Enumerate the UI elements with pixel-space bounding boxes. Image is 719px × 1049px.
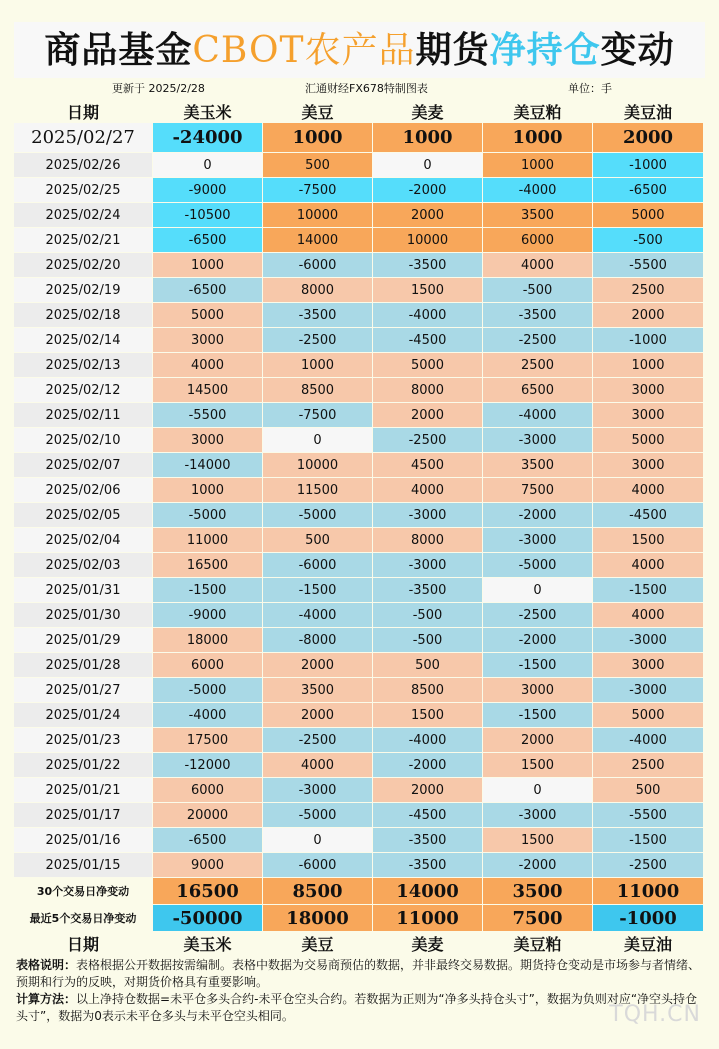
cell-oil: 3000	[593, 653, 703, 678]
cell-oil: -3000	[593, 628, 703, 653]
cell-meal: 2000	[483, 728, 593, 753]
row-date: 2025/02/14	[14, 328, 153, 353]
table-row	[14, 378, 705, 403]
row-date: 2025/01/27	[14, 678, 153, 703]
column-header-wheat: 美麦	[373, 100, 483, 123]
cell-meal: -3000	[483, 803, 593, 828]
cell-soybean: 2000	[263, 653, 373, 678]
cell-corn: 14500	[153, 378, 263, 403]
cell-wheat: -4000	[373, 728, 483, 753]
cell-wheat: 8000	[373, 378, 483, 403]
table-row	[14, 753, 705, 778]
row-date: 2025/01/24	[14, 703, 153, 728]
cell-oil: -1500	[593, 828, 703, 853]
cell-soybean: -5000	[263, 503, 373, 528]
row-date: 2025/01/16	[14, 828, 153, 853]
table-row	[14, 653, 705, 678]
column-footer-soybean: 美豆	[263, 932, 373, 955]
row-date: 2025/02/07	[14, 453, 153, 478]
cell-meal: 1000	[483, 153, 593, 178]
cell-soybean: 0	[263, 428, 373, 453]
summary-cell-corn: 16500	[153, 878, 263, 905]
summary-row	[14, 878, 705, 905]
table-row	[14, 728, 705, 753]
cell-wheat: 4500	[373, 453, 483, 478]
table-row	[14, 503, 705, 528]
row-date: 2025/01/23	[14, 728, 153, 753]
table-row	[14, 828, 705, 853]
cell-soybean: 2000	[263, 703, 373, 728]
watermark-logo: TQH.CN	[609, 1002, 701, 1027]
summary-label: 最近5个交易日净变动	[14, 905, 153, 932]
table-row	[14, 303, 705, 328]
cell-soybean: 8500	[263, 378, 373, 403]
cell-corn: 18000	[153, 628, 263, 653]
cell-meal: -500	[483, 278, 593, 303]
column-footer-meal: 美豆粕	[483, 932, 593, 955]
cell-meal: -3500	[483, 303, 593, 328]
cell-corn: 3000	[153, 328, 263, 353]
header-row	[14, 100, 705, 123]
summary-cell-soybean: 8500	[263, 878, 373, 905]
summary-cell-corn: -50000	[153, 905, 263, 932]
cell-meal: 2500	[483, 353, 593, 378]
column-header-oil: 美豆油	[593, 100, 703, 123]
cell-oil: -1500	[593, 578, 703, 603]
cell-soybean: -3500	[263, 303, 373, 328]
cell-corn: -24000	[153, 123, 263, 153]
cell-meal: 1500	[483, 753, 593, 778]
cell-soybean: 0	[263, 828, 373, 853]
cell-wheat: 500	[373, 653, 483, 678]
cell-wheat: 5000	[373, 353, 483, 378]
cell-corn: -9000	[153, 178, 263, 203]
cell-meal: -2000	[483, 503, 593, 528]
column-header-corn: 美玉米	[153, 100, 263, 123]
cell-wheat: 1500	[373, 703, 483, 728]
cell-wheat: -500	[373, 628, 483, 653]
cell-oil: 1500	[593, 528, 703, 553]
row-date: 2025/02/10	[14, 428, 153, 453]
table-row	[14, 678, 705, 703]
notes-text-method: 以上净持仓数据=未平仓多头合约-未平仓空头合约。若数据为正则为“净多头持仓头寸”，数据为负则对应“净空头持仓头寸”，数据为0表示未平仓多头与未平仓空头相同。	[16, 992, 698, 1023]
cell-wheat: -3500	[373, 853, 483, 878]
notes-label-method: 计算方法：	[16, 992, 77, 1006]
cell-oil: 4000	[593, 603, 703, 628]
cell-oil: -500	[593, 228, 703, 253]
cell-oil: 5000	[593, 703, 703, 728]
cell-oil: 2000	[593, 303, 703, 328]
cell-meal: 1500	[483, 828, 593, 853]
table-row	[14, 178, 705, 203]
row-date: 2025/02/20	[14, 253, 153, 278]
cell-oil: -4000	[593, 728, 703, 753]
cell-corn: 11000	[153, 528, 263, 553]
cell-corn: -12000	[153, 753, 263, 778]
cell-oil: 2500	[593, 278, 703, 303]
cell-oil: 1000	[593, 353, 703, 378]
summary-cell-wheat: 11000	[373, 905, 483, 932]
cell-corn: -4000	[153, 703, 263, 728]
summary-cell-wheat: 14000	[373, 878, 483, 905]
row-date: 2025/02/05	[14, 503, 153, 528]
cell-meal: 0	[483, 778, 593, 803]
cell-wheat: 4000	[373, 478, 483, 503]
row-date: 2025/02/25	[14, 178, 153, 203]
summary-row	[14, 905, 705, 932]
cell-wheat: 8500	[373, 678, 483, 703]
cell-oil: 2000	[593, 123, 703, 153]
row-date: 2025/01/31	[14, 578, 153, 603]
cell-meal: -4000	[483, 178, 593, 203]
cell-corn: 16500	[153, 553, 263, 578]
updated-date: 更新于 2025/2/28	[112, 82, 205, 95]
cell-meal: 6000	[483, 228, 593, 253]
cell-wheat: 2000	[373, 203, 483, 228]
cell-oil: 3000	[593, 378, 703, 403]
cell-wheat: -2000	[373, 753, 483, 778]
cell-soybean: -2500	[263, 728, 373, 753]
cell-wheat: -4500	[373, 803, 483, 828]
column-footer-corn: 美玉米	[153, 932, 263, 955]
row-date: 2025/02/03	[14, 553, 153, 578]
cell-oil: 3000	[593, 403, 703, 428]
title-part-3: 期货	[415, 29, 490, 71]
cell-soybean: -1500	[263, 578, 373, 603]
cell-oil: 5000	[593, 428, 703, 453]
summary-cell-meal: 3500	[483, 878, 593, 905]
summary-cell-meal: 7500	[483, 905, 593, 932]
cell-soybean: -7500	[263, 403, 373, 428]
cell-soybean: 8000	[263, 278, 373, 303]
table-row	[14, 453, 705, 478]
cell-corn: 4000	[153, 353, 263, 378]
table-row	[14, 353, 705, 378]
cell-meal: -4000	[483, 403, 593, 428]
cell-meal: -3000	[483, 428, 593, 453]
unit-label: 单位：手	[568, 82, 612, 95]
cell-meal: -2500	[483, 328, 593, 353]
page-title	[14, 22, 705, 78]
row-date: 2025/02/18	[14, 303, 153, 328]
column-header-meal: 美豆粕	[483, 100, 593, 123]
cell-meal: 3500	[483, 203, 593, 228]
title-part-1: 商品基金	[44, 29, 193, 71]
cell-wheat: -4500	[373, 328, 483, 353]
table-row	[14, 203, 705, 228]
column-header-soybean: 美豆	[263, 100, 373, 123]
cell-wheat: 1000	[373, 123, 483, 153]
row-date: 2025/01/21	[14, 778, 153, 803]
cell-meal: 3000	[483, 678, 593, 703]
column-footer-oil: 美豆油	[593, 932, 703, 955]
cell-meal: -1500	[483, 653, 593, 678]
cell-soybean: -3000	[263, 778, 373, 803]
table-notes	[14, 955, 705, 1037]
row-date: 2025/01/15	[14, 853, 153, 878]
cell-wheat: -2500	[373, 428, 483, 453]
cell-corn: -6500	[153, 228, 263, 253]
cell-oil: 3000	[593, 453, 703, 478]
cell-soybean: -8000	[263, 628, 373, 653]
table-row	[14, 253, 705, 278]
cell-soybean: 10000	[263, 203, 373, 228]
cell-wheat: 0	[373, 153, 483, 178]
table-row	[14, 403, 705, 428]
cell-soybean: 3500	[263, 678, 373, 703]
table-row	[14, 578, 705, 603]
row-date: 2025/02/27	[14, 123, 153, 153]
table-row	[14, 778, 705, 803]
table-row	[14, 803, 705, 828]
row-date: 2025/02/19	[14, 278, 153, 303]
cell-wheat: 2000	[373, 778, 483, 803]
cell-corn: -9000	[153, 603, 263, 628]
table-row	[14, 528, 705, 553]
cell-wheat: -500	[373, 603, 483, 628]
cell-corn: 5000	[153, 303, 263, 328]
cell-soybean: -6000	[263, 853, 373, 878]
cell-soybean: 500	[263, 528, 373, 553]
cell-corn: 9000	[153, 853, 263, 878]
summary-cell-soybean: 18000	[263, 905, 373, 932]
cell-meal: 3500	[483, 453, 593, 478]
row-date: 2025/02/26	[14, 153, 153, 178]
cell-soybean: 11500	[263, 478, 373, 503]
footer-row	[14, 932, 705, 955]
cell-meal: 0	[483, 578, 593, 603]
column-footer-date: 日期	[14, 932, 153, 955]
cell-meal: -1500	[483, 703, 593, 728]
cell-soybean: 10000	[263, 453, 373, 478]
row-date: 2025/02/12	[14, 378, 153, 403]
cell-soybean: -6000	[263, 253, 373, 278]
cell-wheat: -3000	[373, 503, 483, 528]
cell-wheat: -3500	[373, 578, 483, 603]
table-row	[14, 478, 705, 503]
cell-wheat: -4000	[373, 303, 483, 328]
row-date: 2025/02/04	[14, 528, 153, 553]
latest-row	[14, 123, 705, 153]
cell-oil: 5000	[593, 203, 703, 228]
cell-soybean: 4000	[263, 753, 373, 778]
cell-corn: -5500	[153, 403, 263, 428]
cell-oil: -2500	[593, 853, 703, 878]
row-date: 2025/02/24	[14, 203, 153, 228]
cell-oil: -4500	[593, 503, 703, 528]
row-date: 2025/01/17	[14, 803, 153, 828]
cell-wheat: 2000	[373, 403, 483, 428]
cell-soybean: -4000	[263, 603, 373, 628]
cell-corn: 3000	[153, 428, 263, 453]
cell-oil: -3000	[593, 678, 703, 703]
cell-meal: 7500	[483, 478, 593, 503]
table-row	[14, 703, 705, 728]
cell-corn: -6500	[153, 828, 263, 853]
cell-meal: -3000	[483, 528, 593, 553]
cell-soybean: -2500	[263, 328, 373, 353]
column-header-date: 日期	[14, 100, 153, 123]
table-row	[14, 628, 705, 653]
row-date: 2025/02/06	[14, 478, 153, 503]
cell-soybean: -7500	[263, 178, 373, 203]
title-part-4: 净持仓	[489, 29, 601, 71]
cell-wheat: 8000	[373, 528, 483, 553]
cell-wheat: -3500	[373, 828, 483, 853]
title-part-5: 变动	[600, 29, 675, 71]
cell-soybean: 14000	[263, 228, 373, 253]
cell-oil: -1000	[593, 153, 703, 178]
cell-corn: -6500	[153, 278, 263, 303]
row-date: 2025/02/11	[14, 403, 153, 428]
cell-meal: -2000	[483, 853, 593, 878]
cell-corn: -10500	[153, 203, 263, 228]
cell-oil: -6500	[593, 178, 703, 203]
row-date: 2025/02/13	[14, 353, 153, 378]
row-date: 2025/01/30	[14, 603, 153, 628]
cell-soybean: -6000	[263, 553, 373, 578]
title-part-2: CBOT农产品	[192, 30, 416, 71]
row-date: 2025/02/21	[14, 228, 153, 253]
summary-cell-oil: -1000	[593, 905, 703, 932]
cell-meal: 4000	[483, 253, 593, 278]
cell-meal: -2000	[483, 628, 593, 653]
cell-oil: 4000	[593, 553, 703, 578]
cell-oil: -1000	[593, 328, 703, 353]
cell-meal: 1000	[483, 123, 593, 153]
cell-oil: -5500	[593, 803, 703, 828]
cell-wheat: 10000	[373, 228, 483, 253]
table-row	[14, 603, 705, 628]
table-row	[14, 853, 705, 878]
cell-corn: 1000	[153, 478, 263, 503]
row-date: 2025/01/28	[14, 653, 153, 678]
cell-corn: -5000	[153, 503, 263, 528]
cell-corn: 6000	[153, 653, 263, 678]
cell-oil: 4000	[593, 478, 703, 503]
cell-wheat: 1500	[373, 278, 483, 303]
table-row	[14, 228, 705, 253]
table-row	[14, 278, 705, 303]
source-label: 汇通财经FX678特制图表	[305, 82, 428, 95]
column-footer-wheat: 美麦	[373, 932, 483, 955]
cell-corn: 1000	[153, 253, 263, 278]
summary-cell-oil: 11000	[593, 878, 703, 905]
cell-soybean: 1000	[263, 353, 373, 378]
row-date: 2025/01/22	[14, 753, 153, 778]
cell-soybean: -5000	[263, 803, 373, 828]
cell-corn: 17500	[153, 728, 263, 753]
cell-soybean: 1000	[263, 123, 373, 153]
cell-corn: 6000	[153, 778, 263, 803]
cell-corn: -1500	[153, 578, 263, 603]
cell-meal: -2500	[483, 603, 593, 628]
cell-wheat: -3000	[373, 553, 483, 578]
cell-oil: -5500	[593, 253, 703, 278]
cell-wheat: -2000	[373, 178, 483, 203]
cell-oil: 500	[593, 778, 703, 803]
cell-corn: 20000	[153, 803, 263, 828]
cell-corn: -14000	[153, 453, 263, 478]
cell-oil: 2500	[593, 753, 703, 778]
table-row	[14, 153, 705, 178]
notes-text-description: 表格根据公开数据按需编制。表格中数据为交易商预估的数据，并非最终交易数据。期货持仓变动是市场参与者情绪、预期和行为的反映，对期货价格具有重要影响。	[16, 958, 701, 989]
cell-meal: -5000	[483, 553, 593, 578]
cell-wheat: -3500	[373, 253, 483, 278]
table-row	[14, 428, 705, 453]
row-date: 2025/01/29	[14, 628, 153, 653]
notes-label-description: 表格说明：	[16, 958, 77, 972]
position-table	[14, 100, 705, 955]
cell-meal: 6500	[483, 378, 593, 403]
table-row	[14, 553, 705, 578]
cell-soybean: 500	[263, 153, 373, 178]
cell-corn: -5000	[153, 678, 263, 703]
summary-label: 30个交易日净变动	[14, 878, 153, 905]
table-row	[14, 328, 705, 353]
cell-corn: 0	[153, 153, 263, 178]
